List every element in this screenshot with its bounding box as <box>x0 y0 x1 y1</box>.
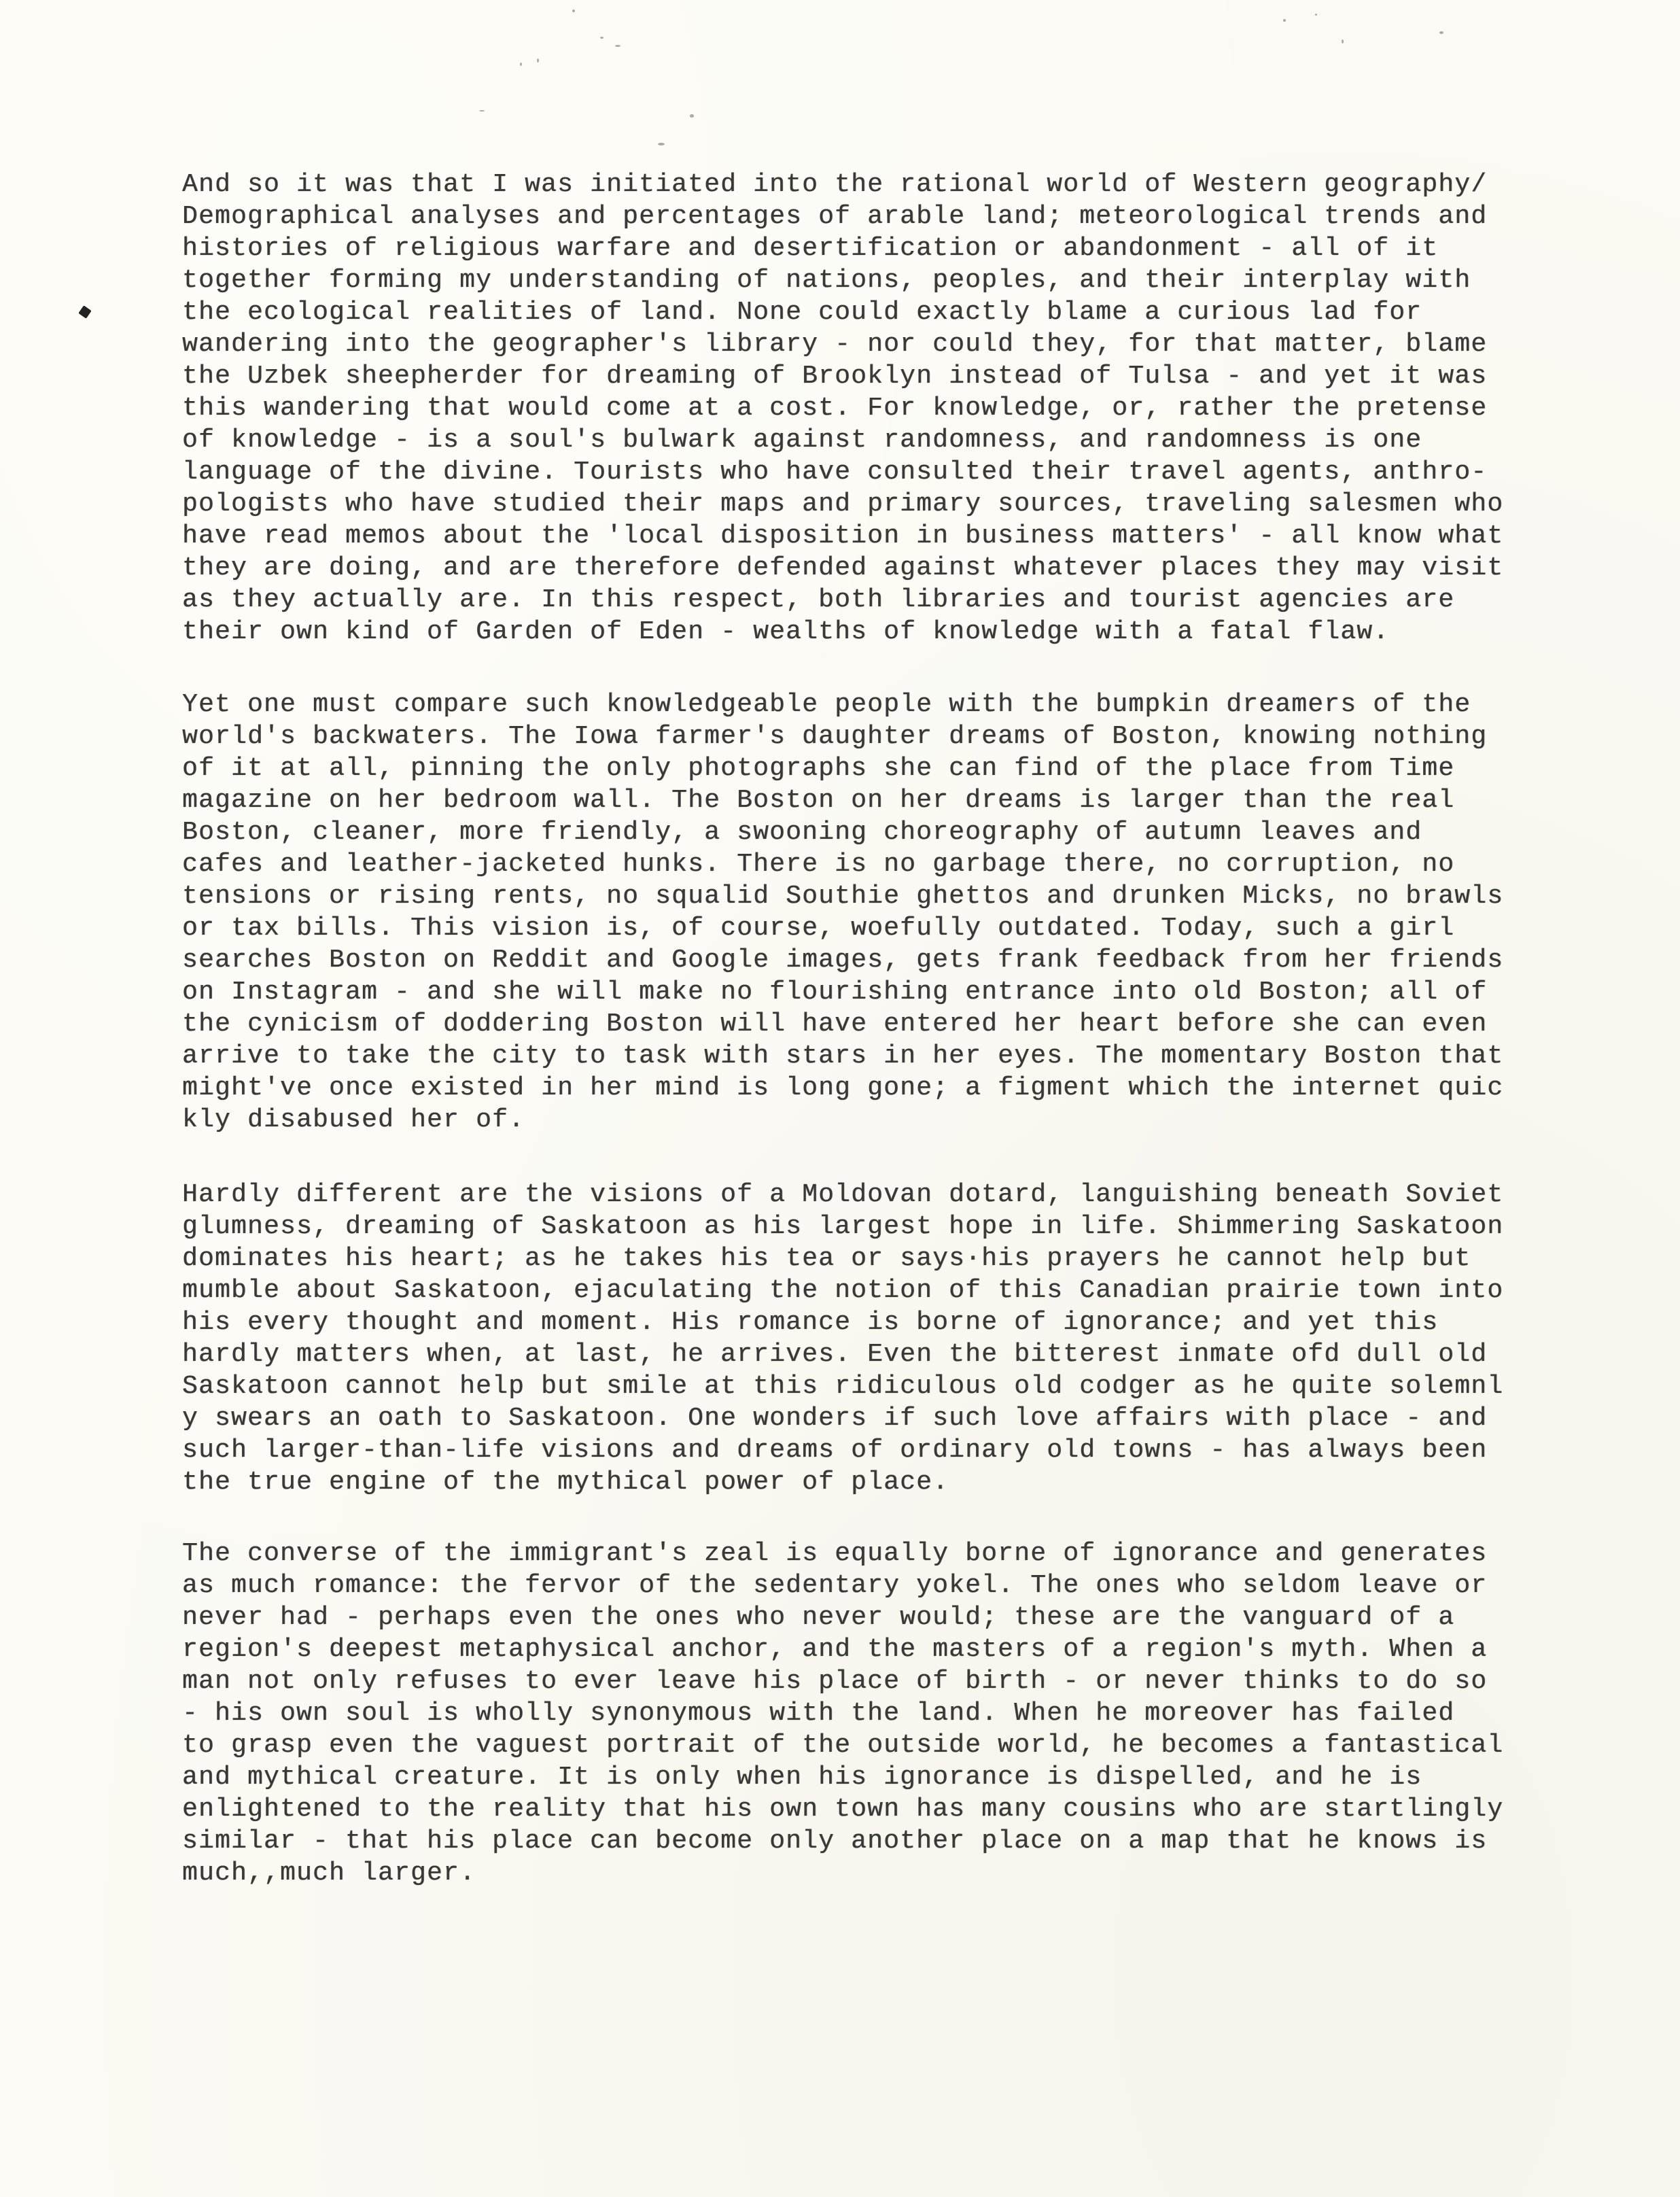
text-line: Saskatoon cannot help but smile at this ridiculous old codger as he quite solemnl <box>182 1372 1504 1401</box>
speck <box>537 58 539 63</box>
speck <box>479 110 485 111</box>
text-line: dominates his heart; as he takes his tea or says·his prayers he cannot help but <box>182 1244 1471 1273</box>
speck <box>600 37 603 39</box>
speck <box>1439 31 1443 34</box>
text-line: tensions or rising rents, no squalid Southie ghettos and drunken Micks, no brawls <box>182 882 1504 911</box>
speck <box>690 114 694 118</box>
text-line: hardly matters when, at last, he arrives. Even the bitterest inmate ofd dull old <box>182 1340 1488 1369</box>
text-line: cafes and leather-jacketed hunks. There is no garbage there, no corruption, no <box>182 850 1455 879</box>
speck <box>520 63 522 66</box>
text-line: on Instagram - and she will make no flourishing entrance into old Boston; all of <box>182 978 1488 1007</box>
text-line: y swears an oath to Saskatoon. One wonders if such love affairs with place - and <box>182 1404 1488 1433</box>
text-line: man not only refuses to ever leave his place of birth - or never thinks to do so <box>182 1667 1488 1696</box>
text-line: enlightened to the reality that his own town has many cousins who are startlingly <box>182 1795 1504 1824</box>
text-line: Boston, cleaner, more friendly, a swooning choreography of autumn leaves and <box>182 818 1422 847</box>
text-line: wandering into the geographer's library - nor could they, for that matter, blame <box>182 330 1488 359</box>
text-line: such larger-than-life visions and dreams of ordinary old towns - has always been <box>182 1436 1488 1465</box>
text-line: And so it was that I was initiated into the rational world of Western geography/ <box>182 170 1488 199</box>
text-line: pologists who have studied their maps and primary sources, traveling salesmen who <box>182 489 1504 519</box>
text-line: the cynicism of doddering Boston will have entered her heart before she can even <box>182 1009 1488 1039</box>
text-line: language of the divine. Tourists who have consulted their travel agents, anthro- <box>182 457 1488 487</box>
paragraph-3 <box>182 1179 1637 1498</box>
text-line: the true engine of the mythical power of place. <box>182 1468 949 1497</box>
speck <box>572 10 575 12</box>
text-line: The converse of the immigrant's zeal is equally borne of ignorance and generates <box>182 1539 1488 1568</box>
text-line: never had - perhaps even the ones who never would; these are the vanguard of a <box>182 1603 1455 1632</box>
text-line: the Uzbek sheepherder for dreaming of Brooklyn instead of Tulsa - and yet it was <box>182 362 1488 391</box>
speck <box>1315 14 1317 16</box>
text-line: of knowledge - is a soul's bulwark against randomness, and randomness is one <box>182 426 1422 455</box>
text-line: similar - that his place can become only another place on a map that he knows is <box>182 1827 1488 1856</box>
speck <box>1342 39 1344 44</box>
text-line: have read memos about the 'local disposition in business matters' - all know what <box>182 521 1504 551</box>
text-line: Yet one must compare such knowledgeable people with the bumpkin dreamers of the <box>182 690 1471 719</box>
text-line: together forming my understanding of nations, peoples, and their interplay with <box>182 266 1471 295</box>
text-line: histories of religious warfare and desertification or abandonment - all of it <box>182 234 1439 263</box>
text-line: Hardly different are the visions of a Moldovan dotard, languishing beneath Soviet <box>182 1180 1504 1209</box>
text-line: - his own soul is wholly synonymous with the land. When he moreover has failed <box>182 1699 1455 1728</box>
text-line: kly disabused her of. <box>182 1105 525 1135</box>
text-line: much,,much larger. <box>182 1858 476 1888</box>
text-line: Demographical analyses and percentages of arable land; meteorological trends and <box>182 202 1488 231</box>
text-line: this wandering that would come at a cost. For knowledge, or, rather the pretense <box>182 394 1488 423</box>
text-line: they are doing, and are therefore defended against whatever places they may visit <box>182 553 1504 583</box>
paragraph-4 <box>182 1538 1637 1889</box>
text-line: to grasp even the vaguest portrait of the outside world, he becomes a fantastical <box>182 1731 1504 1760</box>
text-line: his every thought and moment. His romance is borne of ignorance; and yet this <box>182 1308 1439 1337</box>
text-line: and mythical creature. It is only when his ignorance is dispelled, and he is <box>182 1763 1422 1792</box>
paragraph-1 <box>182 169 1637 648</box>
speck <box>615 45 620 47</box>
text-line: the ecological realities of land. None could exactly blame a curious lad for <box>182 298 1422 327</box>
text-line: region's deepest metaphysical anchor, and the masters of a region's myth. When a <box>182 1635 1488 1664</box>
text-line: as they actually are. In this respect, both libraries and tourist agencies are <box>182 585 1455 615</box>
text-line: magazine on her bedroom wall. The Boston on her dreams is larger than the real <box>182 786 1455 815</box>
margin-ink-mark <box>78 305 91 318</box>
text-line: of it at all, pinning the only photographs she can find of the place from Time <box>182 754 1455 783</box>
text-line: or tax bills. This vision is, of course, woefully outdated. Today, such a girl <box>182 914 1455 943</box>
text-line: their own kind of Garden of Eden - wealths of knowledge with a fatal flaw. <box>182 617 1390 646</box>
paragraph-2 <box>182 689 1637 1136</box>
text-line: mumble about Saskatoon, ejaculating the notion of this Canadian prairie town into <box>182 1276 1504 1305</box>
text-line: world's backwaters. The Iowa farmer's daughter dreams of Boston, knowing nothing <box>182 722 1488 751</box>
speck <box>1283 19 1286 22</box>
text-line: glumness, dreaming of Saskatoon as his largest hope in life. Shimmering Saskatoon <box>182 1212 1504 1241</box>
text-line: might've once existed in her mind is long gone; a figment which the internet quic <box>182 1073 1504 1103</box>
text-line: as much romance: the fervor of the sedentary yokel. The ones who seldom leave or <box>182 1571 1488 1600</box>
text-line: searches Boston on Reddit and Google images, gets frank feedback from her friends <box>182 946 1504 975</box>
speck <box>658 143 665 145</box>
text-line: arrive to take the city to task with stars in her eyes. The momentary Boston that <box>182 1041 1504 1071</box>
